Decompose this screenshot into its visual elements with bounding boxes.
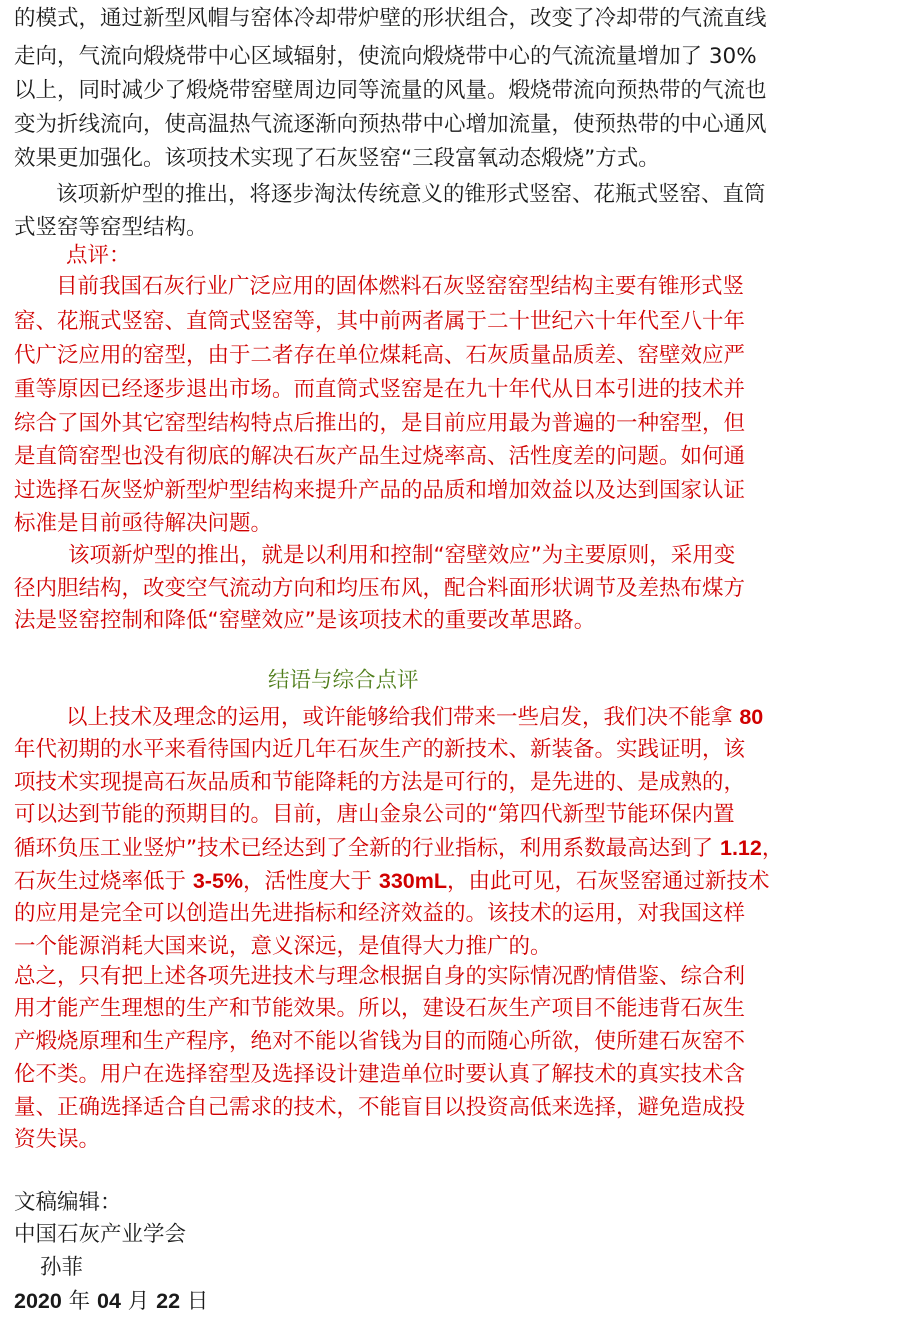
intro-line: 变为折线流向，使高温热气流逐渐向预热带中心增加流量，使预热带的中心通风 — [14, 112, 767, 137]
paragraph2-line: 该项新炉型的推出，将逐步淘汰传统意义的锥形式竖窑、花瓶式竖窑、直筒 — [56, 182, 766, 207]
comment-line: 目前我国石灰行业广泛应用的固体燃料石灰竖窑窑型结构主要有锥形式竖 — [56, 274, 745, 299]
conclusion-line: 年代初期的水平来看待国内近几年石灰生产的新技术、新装备。实践证明，该 — [14, 737, 746, 762]
conclusion-line: 的应用是完全可以创造出先进指标和经济效益的。该技术的运用，对我国这样 — [14, 901, 746, 926]
editor-label: 文稿编辑： — [14, 1190, 122, 1215]
conclusion-text: 循环负压工业竖炉”技术已经达到了全新的行业指标，利用系数最高达到了 — [14, 836, 720, 861]
conclusion-line — [66, 702, 886, 732]
conclusion-line: 伦不类。用户在选择窑型及选择设计建造单位时要认真了解技术的真实技术含 — [14, 1062, 746, 1087]
conclusion-line: 产煅烧原理和生产程序，绝对不能以省钱为目的而随心所欲，使所建石灰窑不 — [14, 1029, 746, 1054]
conclusion-number: 1.12 — [719, 836, 762, 860]
comment-line: 代广泛应用的窑型，由于二者存在单位煤耗高、石灰质量品质差、窑壁效应严 — [14, 343, 746, 368]
comment-line: 窑、花瓶式竖窑、直筒式竖窑等，其中前两者属于二十世纪六十年代至八十年 — [14, 309, 746, 334]
date-text: 日 — [180, 1289, 209, 1314]
intro-line: 以上，同时减少了煅烧带窑壁周边同等流量的风量。煅烧带流向预热带的气流也 — [14, 78, 767, 103]
comment-line: 标准是目前亟待解决问题。 — [14, 511, 273, 536]
comment-line: 该项新炉型的推出，就是以利用和控制“窑壁效应”为主要原则，采用变 — [68, 543, 736, 568]
conclusion-line — [14, 833, 886, 863]
editor-organization: 中国石灰产业学会 — [14, 1222, 187, 1247]
conclusion-line: 可以达到节能的预期目的。目前，唐山金泉公司的“第四代新型节能环保内置 — [14, 802, 735, 827]
conclusion-line: 一个能源消耗大国来说，意义深远，是值得大力推广的。 — [14, 934, 552, 959]
conclusion-heading: 结语与综合点评 — [268, 668, 419, 693]
comment-line: 法是竖窑控制和降低“窑壁效应”是该项技术的重要改革思路。 — [14, 608, 596, 633]
date-month: 04 — [97, 1289, 121, 1313]
intro-line: 的模式，通过新型风帽与窑体冷却带炉壁的形状组合，改变了冷却带的气流直线 — [14, 6, 767, 31]
conclusion-line: 量、正确选择适合自己需求的技术，不能盲目以投资高低来选择，避免造成投 — [14, 1095, 746, 1120]
conclusion-number: 80 — [739, 705, 764, 729]
comment-line: 综合了国外其它窑型结构特点后推出的，是目前应用最为普遍的一种窑型，但 — [14, 411, 746, 436]
conclusion-text: ， — [761, 836, 784, 861]
conclusion-number: 3-5% — [192, 869, 244, 893]
intro-line: 走向，气流向煅烧带中心区域辐射，使流向煅烧带中心的气流流量增加了 30% — [14, 44, 757, 69]
comment-line: 重等原因已经逐步退出市场。而直筒式竖窑是在九十年代从日本引进的技术并 — [14, 377, 746, 402]
conclusion-number: 330mL — [378, 869, 448, 893]
conclusion-line: 用才能产生理想的生产和节能效果。所以，建设石灰生产项目不能违背石灰生 — [14, 996, 746, 1021]
date-year: 2020 — [14, 1289, 62, 1313]
conclusion-text: ，由此可见，石灰竖窑通过新技术 — [447, 869, 770, 894]
comment-line: 是直筒窑型也没有彻底的解决石灰产品生过烧率高、活性度差的问题。如何通 — [14, 444, 746, 469]
conclusion-text: ，活性度大于 — [243, 869, 379, 894]
date-text: 年 — [61, 1289, 98, 1314]
comment-heading: 点评： — [66, 243, 131, 268]
conclusion-line: 项技术实现提高石灰品质和节能降耗的方法是可行的，是先进的、是成熟的， — [14, 770, 746, 795]
publish-date — [14, 1286, 886, 1316]
editor-name: 孙菲 — [40, 1255, 84, 1280]
date-text: 月 — [120, 1289, 157, 1314]
date-day: 22 — [156, 1289, 181, 1313]
conclusion-text: 以上技术及理念的运用，或许能够给我们带来一些启发，我们决不能拿 — [66, 705, 740, 730]
conclusion-text: 石灰生过烧率低于 — [14, 869, 193, 894]
comment-line: 径内胆结构，改变空气流动方向和均压布风，配合料面形状调节及差热布煤方 — [14, 576, 746, 601]
conclusion-line: 资失误。 — [14, 1127, 101, 1152]
conclusion-line: 总之，只有把上述各项先进技术与理念根据自身的实际情况酌情借鉴、综合利 — [14, 964, 746, 989]
intro-line: 效果更加强化。该项技术实现了石灰竖窑“三段富氧动态煅烧”方式。 — [14, 146, 660, 171]
paragraph2-line: 式竖窑等窑型结构。 — [14, 215, 208, 240]
comment-line: 过选择石灰竖炉新型炉型结构来提升产品的品质和增加效益以及达到国家认证 — [14, 478, 746, 503]
conclusion-line — [14, 866, 886, 896]
